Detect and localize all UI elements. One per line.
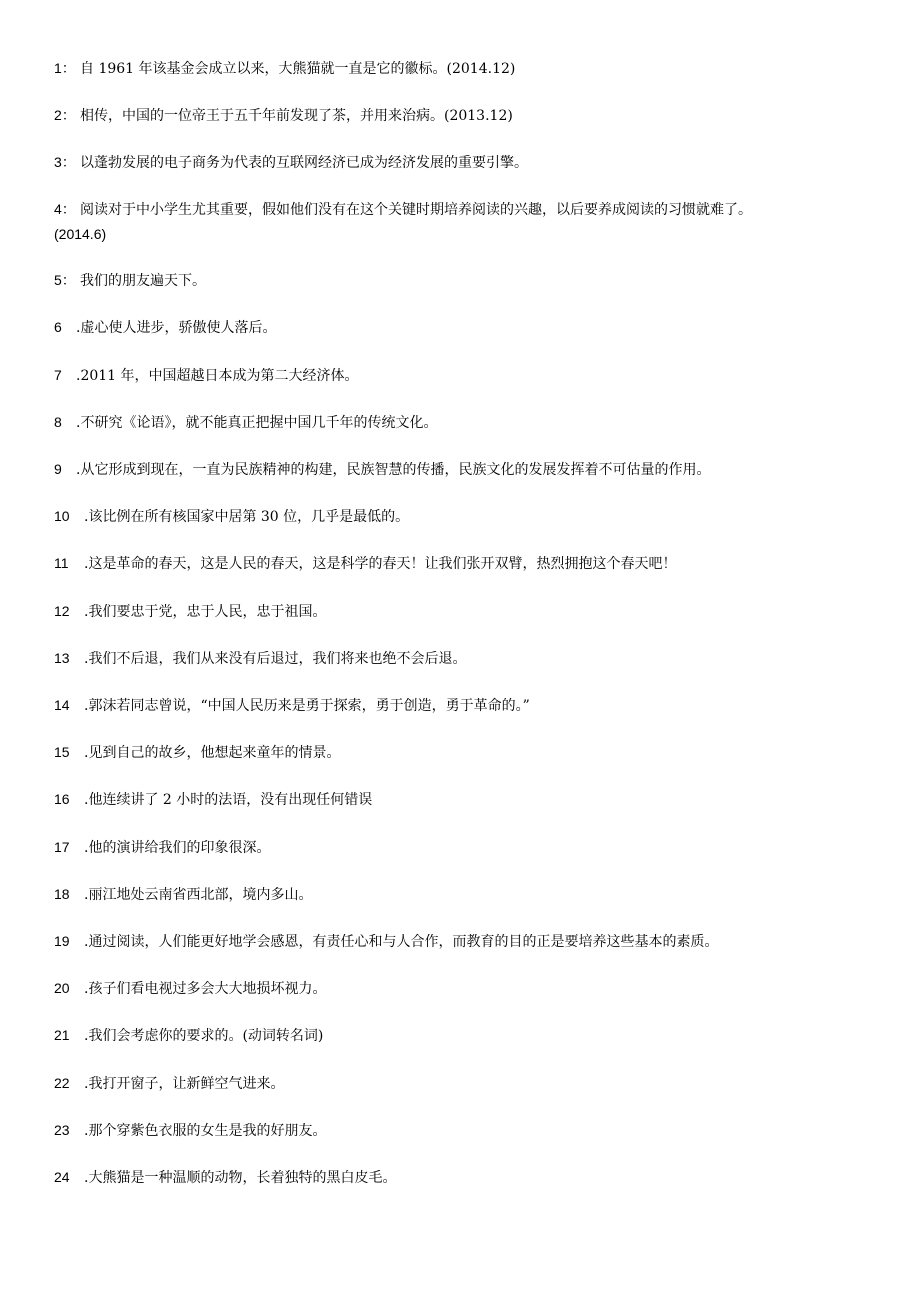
item-number: 5： [54,272,76,288]
item-continuation: (2014.6) [54,226,107,242]
item-number: 21 [54,1027,70,1043]
item-number: 1： [54,60,76,76]
list-item [54,270,206,291]
item-number: 17 [54,839,70,855]
list-item [54,412,437,433]
item-text: .他的演讲给我们的印象很深。 [84,840,271,856]
list-item [54,978,326,999]
list-item [54,695,530,716]
item-text: 自 1961 年该基金会成立以来，大熊猫就一直是它的徽标。(2014.12) [80,61,516,77]
list-item [54,105,513,126]
item-number: 4： [54,201,76,217]
item-number: 23 [54,1122,70,1138]
list-item [54,365,359,386]
item-text: .那个穿紫色衣服的女生是我的好朋友。 [84,1123,327,1139]
list-item [54,1073,284,1094]
item-text: .丽江地处云南省西北部，境内多山。 [84,887,313,903]
item-number: 19 [54,933,70,949]
list-item [54,58,515,79]
item-number: 20 [54,980,70,996]
item-text: .不研究《论语》，就不能真正把握中国几千年的传统文化。 [76,415,438,431]
list-item [54,601,326,622]
item-text: .虚心使人进步，骄傲使人落后。 [76,320,277,336]
item-number: 2： [54,107,76,123]
item-number: 16 [54,791,70,807]
item-number: 18 [54,886,70,902]
list-item [54,789,372,810]
item-number: 6 [54,319,62,335]
item-text: .郭沫若同志曾说，“中国人民历来是勇于探索，勇于创造，勇于革命的。” [84,698,530,714]
list-item [54,459,710,480]
list-item [54,1120,326,1141]
list-item [54,553,676,574]
list-item [54,317,276,338]
item-number: 10 [54,508,70,524]
item-text: .我们会考虑你的要求的。(动词转名词) [84,1028,324,1044]
list-item [54,837,270,858]
item-number: 3： [54,154,76,170]
item-number: 14 [54,697,70,713]
item-text: 我们的朋友遍天下。 [80,273,206,289]
item-number: 15 [54,744,70,760]
item-number: 13 [54,650,70,666]
list-item [54,742,340,763]
item-number: 24 [54,1169,70,1185]
item-text: .大熊猫是一种温顺的动物，长着独特的黑白皮毛。 [84,1170,397,1186]
item-text: .2011 年，中国超越日本成为第二大经济体。 [76,368,359,384]
item-text: .见到自己的故乡，他想起来童年的情景。 [84,745,341,761]
item-text: .我们要忠于党，忠于人民，忠于祖国。 [84,604,327,620]
list-item [54,1025,323,1046]
list-item [54,648,466,669]
item-text: .孩子们看电视过多会大大地损坏视力。 [84,981,327,997]
item-number: 9 [54,461,62,477]
list-item [54,152,528,173]
item-text: .通过阅读，人们能更好地学会感恩，有责任心和与人合作，而教育的目的正是要培养这些基本的素质。 [84,934,719,950]
item-text: .这是革命的春天，这是人民的春天，这是科学的春天！让我们张开双臂，热烈拥抱这个春天吧！ [84,556,677,572]
list-item [54,931,718,952]
item-number: 22 [54,1075,70,1091]
item-number: 11 [54,555,69,571]
item-number: 8 [54,414,62,430]
list-item [54,884,312,905]
item-number: 12 [54,603,70,619]
list-item [54,199,752,220]
list-item [54,1167,396,1188]
item-text: .他连续讲了 2 小时的法语，没有出现任何错误 [84,792,373,808]
item-text: .我打开窗子，让新鲜空气进来。 [84,1076,285,1092]
item-number: 7 [54,367,62,383]
item-text: .从它形成到现在，一直为民族精神的构建，民族智慧的传播，民族文化的发展发挥着不可估量的作用。 [76,462,711,478]
item-text: 以蓬勃发展的电子商务为代表的互联网经济已成为经济发展的重要引擎。 [80,155,528,171]
item-text: 阅读对于中小学生尤其重要，假如他们没有在这个关键时期培养阅读的兴趣，以后要养成阅读的习惯就难了。 [80,202,752,218]
item-text: .该比例在所有核国家中居第 30 位，几乎是最低的。 [84,509,410,525]
item-text: 相传，中国的一位帝王于五千年前发现了茶，并用来治病。(2013.12) [80,108,513,124]
list-item [54,506,409,527]
item-text: .我们不后退，我们从来没有后退过，我们将来也绝不会后退。 [84,651,467,667]
